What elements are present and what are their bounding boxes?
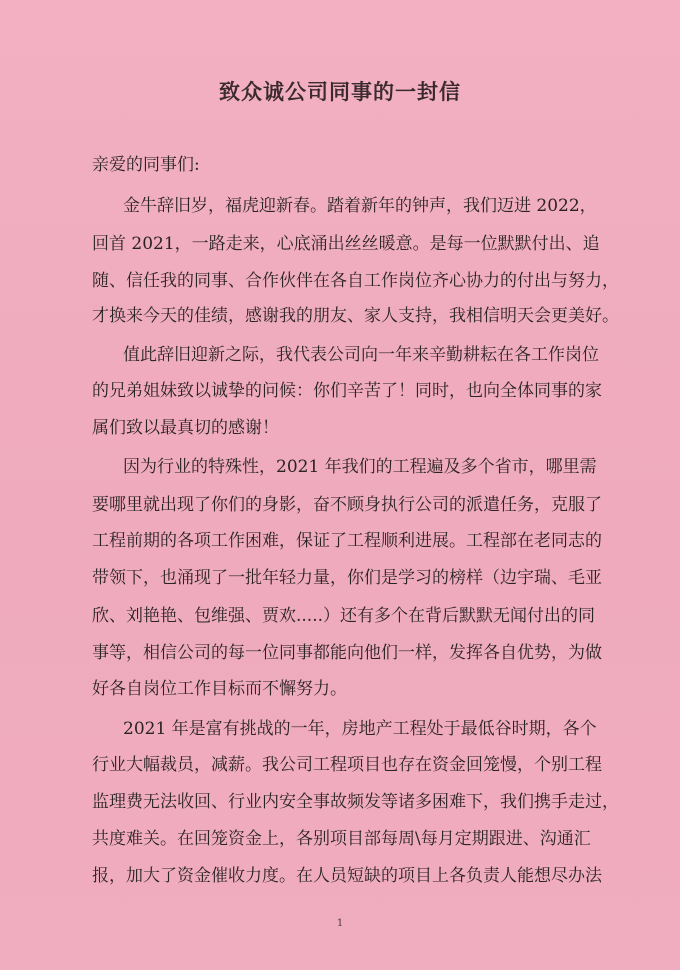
paragraph-1-line-2: 回首 2021，一路走来，心底涌出丝丝暖意。是每一位默默付出、追 xyxy=(92,234,600,254)
paragraph-2-line-3: 属们致以最真切的感谢！ xyxy=(92,418,279,438)
paragraph-4-line-1: 2021 年是富有挑战的一年，房地产工程处于最低谷时期，各个 xyxy=(123,719,597,739)
page-number: 1 xyxy=(336,918,344,929)
paragraph-2-line-1: 值此辞旧迎新之际，我代表公司向一年来辛勤耕耘在各工作岗位 xyxy=(123,345,599,365)
letter-title: 致众诚公司同事的一封信 xyxy=(219,79,461,104)
paragraph-4-line-3: 监理费无法收回、行业内安全事故频发等诸多困难下，我们携手走过， xyxy=(92,792,619,812)
paragraph-3-line-7: 好各自岗位工作目标而不懈努力。 xyxy=(92,679,347,699)
paragraph-2-line-2: 的兄弟姐妹致以诚挚的问候：你们辛苦了！同时，也向全体同事的家 xyxy=(92,381,602,401)
salutation: 亲爱的同事们: xyxy=(92,155,200,175)
paragraph-3-line-5: 欣、刘艳艳、包维强、贾欢.....）还有多个在背后默默无闻付出的同 xyxy=(92,606,596,626)
paragraph-3-line-3: 工程前期的各项工作困难，保证了工程顺利进展。工程部在老同志的 xyxy=(92,531,602,551)
paragraph-4-line-5: 报，加大了资金催收力度。在人员短缺的项目上各负责人能想尽办法 xyxy=(92,866,602,886)
paragraph-1-line-1: 金牛辞旧岁，福虎迎新春。踏着新年的钟声，我们迈进 2022， xyxy=(123,196,597,216)
paragraph-4-line-2: 行业大幅裁员，减薪。我公司工程项目也存在资金回笼慢，个别工程 xyxy=(92,755,602,775)
paragraph-3-line-6: 事等，相信公司的每一位同事都能向他们一样，发挥各自优势，为做 xyxy=(92,643,602,663)
paragraph-4-line-4: 共度难关。在回笼资金上，各别项目部每周\每月定期跟进、沟通汇 xyxy=(92,829,591,849)
paragraph-1-line-3: 随、信任我的同事、合作伙伴在各自工作岗位齐心协力的付出与努力， xyxy=(92,271,619,291)
paragraph-3-line-4: 带领下，也涌现了一批年轻力量，你们是学习的榜样（边宇瑞、毛亚 xyxy=(92,568,602,588)
paragraph-1-line-4: 才换来今天的佳绩，感谢我的朋友、家人支持，我相信明天会更美好。 xyxy=(92,306,619,326)
paragraph-3-line-2: 要哪里就出现了你们的身影，奋不顾身执行公司的派遣任务，克服了 xyxy=(92,495,602,515)
paragraph-3-line-1: 因为行业的特殊性，2021 年我们的工程遍及多个省市，哪里需 xyxy=(123,457,597,477)
